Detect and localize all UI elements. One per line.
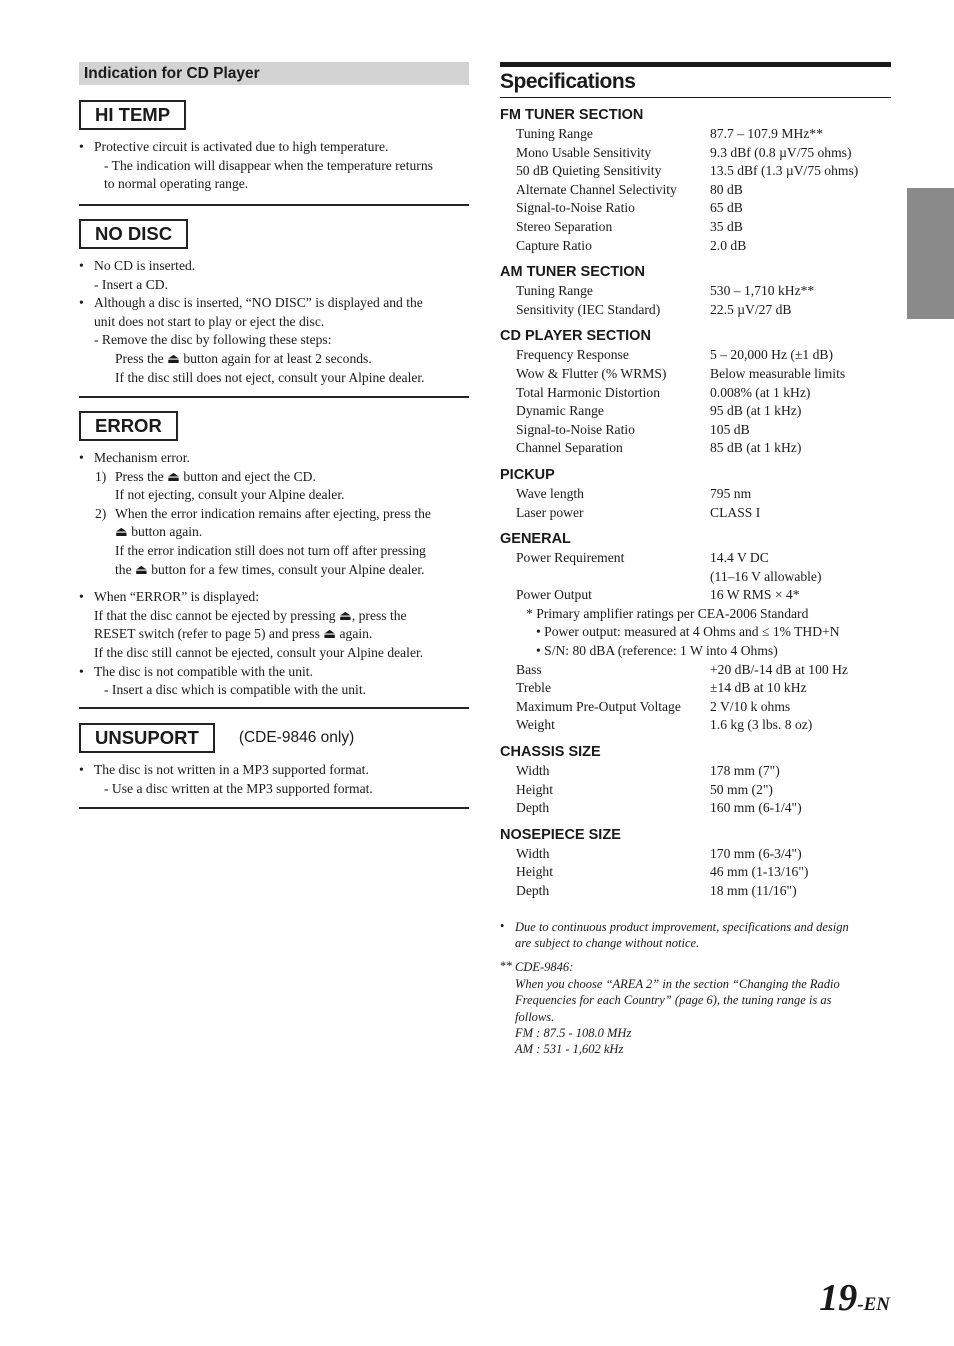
spec-value: 160 mm (6-1/4") (710, 800, 802, 816)
spec-row (500, 439, 891, 458)
specifications-title: Specifications (500, 62, 891, 98)
text-line: If that the disc cannot be ejected by pressing ⏏, press the (94, 607, 407, 623)
spec-row (500, 549, 891, 568)
text-line: When “ERROR” is displayed: (94, 589, 259, 605)
spec-label: Treble (516, 680, 551, 696)
spec-value: ±14 dB at 10 kHz (710, 680, 807, 696)
pickup-section-heading: PICKUP (500, 466, 555, 483)
spec-row (500, 218, 891, 237)
spec-label: Depth (516, 800, 550, 816)
spec-row (500, 799, 891, 818)
spec-value: 87.7 – 107.9 MHz** (710, 126, 823, 141)
unsupport-block: UNSUPORT (CDE-9846 only) • The disc is not written in a MP3 supported format. - Use a disc written at the MP3 supported format. (79, 723, 469, 798)
divider (79, 396, 469, 398)
spec-value: 2 V/10 k ohms (710, 698, 791, 714)
text-line: No CD is inserted. (94, 258, 196, 273)
spec-row (500, 568, 891, 587)
specifications-column (500, 62, 891, 1058)
cd-section-heading: CD PLAYER SECTION (500, 328, 651, 345)
spec-value: 65 dB (710, 200, 743, 216)
page-number-suffix: -EN (857, 1294, 890, 1315)
error-block: ERROR • Mechanism error. 1) Press the ⏏ button and eject the CD. If not ejecting, consult your Alpine dealer. 2) When the error indication remains after ejecting, press the ⏏ button again. If the error indication still does not turn off after pressing the ⏏ button for a few times, consult your Alpine dealer. • When “ERROR” is displayed: If that the disc cannot be ejected by pressing ⏏, press the RESET switch (refer to page 5) and press ⏏ again. If the disc still cannot be ejected, consult your Alpine dealer. • The disc is not compatible with the unit. - Insert a disc which is compatible with the unit. (79, 411, 469, 700)
general-spec-list (500, 549, 891, 605)
spec-label: Stereo Separation (516, 218, 613, 234)
spec-row (500, 485, 891, 504)
language-tab-marker (907, 188, 954, 319)
spec-label: Wave length (516, 485, 584, 501)
text-line: - Insert a disc which is compatible with the unit. (104, 682, 366, 698)
spec-row (500, 301, 891, 320)
spec-value: 46 mm (1-13/16") (710, 864, 809, 880)
spec-row (500, 144, 891, 163)
text-line: If the error indication still does not turn off after pressing (115, 542, 426, 558)
spec-label: Dynamic Range (516, 403, 604, 419)
spec-value: (11–16 V allowable) (710, 568, 822, 584)
spec-row (500, 421, 891, 440)
area-footnote (500, 959, 891, 1057)
text-line: unit does not start to play or eject the disc. (94, 313, 325, 329)
spec-label: Channel Separation (516, 440, 623, 456)
nosepiece-section-heading: NOSEPIECE SIZE (500, 826, 621, 843)
text-line: the ⏏ button for a few times, consult your Alpine dealer. (115, 561, 425, 577)
spec-label: Frequency Response (516, 347, 629, 363)
text-line: The disc is not written in a MP3 supported format. (94, 762, 369, 777)
text-line: If the disc still does not eject, consult your Alpine dealer. (115, 369, 425, 385)
error-title: ERROR (79, 411, 178, 441)
hi-temp-block: HI TEMP • Protective circuit is activated due to high temperature. - The indication will disappear when the temperature returns to normal operating range. (79, 100, 469, 194)
spec-value: 18 mm (11/16") (710, 883, 797, 898)
spec-label: Bass (516, 661, 542, 677)
spec-label: Sensitivity (IEC Standard) (516, 301, 661, 317)
spec-value: 0.008% (at 1 kHz) (710, 384, 811, 400)
power-note: * Primary amplifier ratings per CEA-2006 Standard (526, 605, 809, 621)
footnote-line: follows. (515, 1009, 555, 1024)
text-line: Press the ⏏ button and eject the CD. (115, 468, 316, 484)
text-line: - Remove the disc by following these steps: (94, 332, 332, 348)
spec-label: Wow & Flutter (% WRMS) (516, 365, 667, 381)
spec-row (500, 863, 891, 882)
divider (79, 204, 469, 206)
spec-row (500, 661, 891, 680)
text-line: Mechanism error. (94, 450, 190, 465)
no-disc-title: NO DISC (79, 219, 188, 249)
am-spec-list (500, 282, 891, 319)
spec-row (500, 716, 891, 735)
spec-label: Power Requirement (516, 550, 625, 566)
spec-row (500, 586, 891, 605)
spec-value: +20 dB/-14 dB at 100 Hz (710, 661, 848, 677)
spec-value: 105 dB (710, 421, 750, 437)
text-line: RESET switch (refer to page 5) and press ⏏ again. (94, 626, 373, 642)
spec-row (500, 162, 891, 181)
step-number: 2) (95, 505, 107, 521)
unsupport-title: UNSUPORT (79, 723, 215, 753)
spec-row (500, 781, 891, 800)
left-column (79, 62, 469, 796)
spec-value: 13.5 dBf (1.3 µV/75 ohms) (710, 163, 859, 179)
spec-value: 35 dB (710, 218, 743, 234)
text-line: The disc is not compatible with the unit. (94, 663, 313, 679)
footnote: • Due to continuous product improvement, specifications and design are subject to change without notice. (500, 919, 891, 952)
spec-value: CLASS I (710, 504, 761, 520)
spec-value: 50 mm (2") (710, 781, 773, 797)
spec-value: 178 mm (7") (710, 763, 780, 779)
text-line: ⏏ button again. (115, 524, 203, 540)
model-note: (CDE-9846 only) (238, 729, 355, 746)
hi-temp-title: HI TEMP (79, 100, 186, 130)
no-disc-block: NO DISC • No CD is inserted. - Insert a CD. • Although a disc is inserted, “NO DISC” is displayed and the unit does not start to play or eject the disc. - Remove the disc by following these steps: Press the ⏏ button again for at least 2 seconds. If the disc still does not eject, consult your Alpine dealer. (79, 219, 469, 387)
nosepiece-spec-list (500, 845, 891, 901)
step-number: 1) (95, 468, 107, 484)
cd-spec-list (500, 346, 891, 458)
spec-label: Weight (516, 717, 555, 733)
spec-value: 9.3 dBf (0.8 µV/75 ohms) (710, 144, 852, 160)
spec-label: Height (516, 864, 553, 880)
spec-value: 5 – 20,000 Hz (±1 dB) (710, 347, 833, 363)
spec-label: Width (516, 763, 550, 779)
chassis-section-heading: CHASSIS SIZE (500, 744, 601, 761)
text-line: If the disc still cannot be ejected, consult your Alpine dealer. (94, 644, 424, 660)
spec-label: Mono Usable Sensitivity (516, 144, 652, 160)
divider (79, 807, 469, 809)
spec-row (500, 199, 891, 218)
text-line: - The indication will disappear when the temperature returns (104, 157, 433, 173)
spec-row (500, 679, 891, 698)
spec-row (500, 845, 891, 864)
pickup-spec-list (500, 485, 891, 522)
power-note: • Power output: measured at 4 Ohms and ≤ 1% THD+N (536, 624, 840, 640)
spec-row (500, 384, 891, 403)
spec-label (500, 568, 710, 587)
spec-row (500, 346, 891, 365)
footnote-line: are subject to change without notice. (515, 935, 700, 950)
footnote-line: When you choose “AREA 2” in the section “Changing the Radio (515, 976, 840, 991)
spec-value: 22.5 µV/27 dB (710, 301, 792, 317)
text-line: to normal operating range. (104, 176, 249, 192)
spec-label: Width (516, 845, 550, 861)
spec-row (500, 125, 891, 144)
spec-label: Laser power (516, 504, 584, 520)
fm-section-heading: FM TUNER SECTION (500, 107, 644, 123)
chassis-spec-list (500, 762, 891, 818)
page-number (819, 1276, 890, 1320)
spec-value: 170 mm (6-3/4") (710, 845, 802, 861)
spec-value: 95 dB (at 1 kHz) (710, 403, 802, 419)
spec-value: Below measurable limits (710, 365, 846, 381)
spec-value: 80 dB (710, 181, 743, 197)
spec-row (500, 882, 891, 901)
spec-row (500, 402, 891, 421)
footnote-line: Due to continuous product improvement, specifications and design (515, 919, 849, 934)
spec-value: 16 W RMS × 4* (710, 587, 800, 603)
footnote-line: AM : 531 - 1,602 kHz (515, 1042, 624, 1057)
spec-value: 14.4 V DC (710, 550, 769, 566)
text-line: Press the ⏏ button again for at least 2 seconds. (115, 350, 372, 366)
power-note: • S/N: 80 dBA (reference: 1 W into 4 Ohms) (536, 643, 778, 659)
spec-label: Depth (516, 883, 550, 898)
text-line: - Insert a CD. (94, 276, 168, 292)
footnote-line: FM : 87.5 - 108.0 MHz (515, 1025, 632, 1040)
text-line: If not ejecting, consult your Alpine dealer. (115, 487, 345, 503)
text-line: - Use a disc written at the MP3 supported format. (104, 780, 373, 796)
spec-label: Signal-to-Noise Ratio (516, 200, 635, 216)
divider (79, 707, 469, 709)
spec-value: 85 dB (at 1 kHz) (710, 440, 802, 456)
spec-row (500, 237, 891, 256)
spec-label: 50 dB Quieting Sensitivity (516, 163, 662, 179)
spec-row (500, 504, 891, 523)
spec-value: 2.0 dB (710, 237, 747, 253)
spec-label: Signal-to-Noise Ratio (516, 421, 635, 437)
spec-label: Power Output (516, 587, 592, 603)
footnote-line: Frequencies for each Country” (page 6), the tuning range is as (515, 993, 832, 1008)
spec-row (500, 181, 891, 200)
spec-row (500, 282, 891, 301)
spec-label: Maximum Pre-Output Voltage (516, 698, 681, 714)
section-heading: Indication for CD Player (79, 62, 469, 85)
footnote-marker: ** (500, 959, 513, 974)
spec-label: Alternate Channel Selectivity (516, 181, 677, 197)
spec-row (500, 762, 891, 781)
spec-label: Total Harmonic Distortion (516, 384, 661, 400)
spec-row (500, 365, 891, 384)
spec-label: Tuning Range (516, 126, 593, 141)
text-line: Although a disc is inserted, “NO DISC” is displayed and the (94, 295, 423, 311)
text-line: When the error indication remains after ejecting, press the (115, 505, 431, 521)
am-section-heading: AM TUNER SECTION (500, 264, 645, 281)
general-spec-list (500, 661, 891, 735)
spec-label: Capture Ratio (516, 237, 592, 253)
fm-spec-list (500, 125, 891, 255)
footnote-line: CDE-9846: (515, 960, 574, 975)
spec-value: 795 nm (710, 485, 752, 501)
spec-value: 1.6 kg (3 lbs. 8 oz) (710, 717, 813, 733)
spec-label: Height (516, 781, 553, 797)
spec-label: Tuning Range (516, 283, 593, 299)
general-section-heading: GENERAL (500, 531, 571, 548)
page-number-value: 19 (819, 1277, 858, 1319)
spec-row (500, 698, 891, 717)
text-line: Protective circuit is activated due to high temperature. (94, 139, 389, 154)
spec-value: 530 – 1,710 kHz** (710, 283, 815, 299)
